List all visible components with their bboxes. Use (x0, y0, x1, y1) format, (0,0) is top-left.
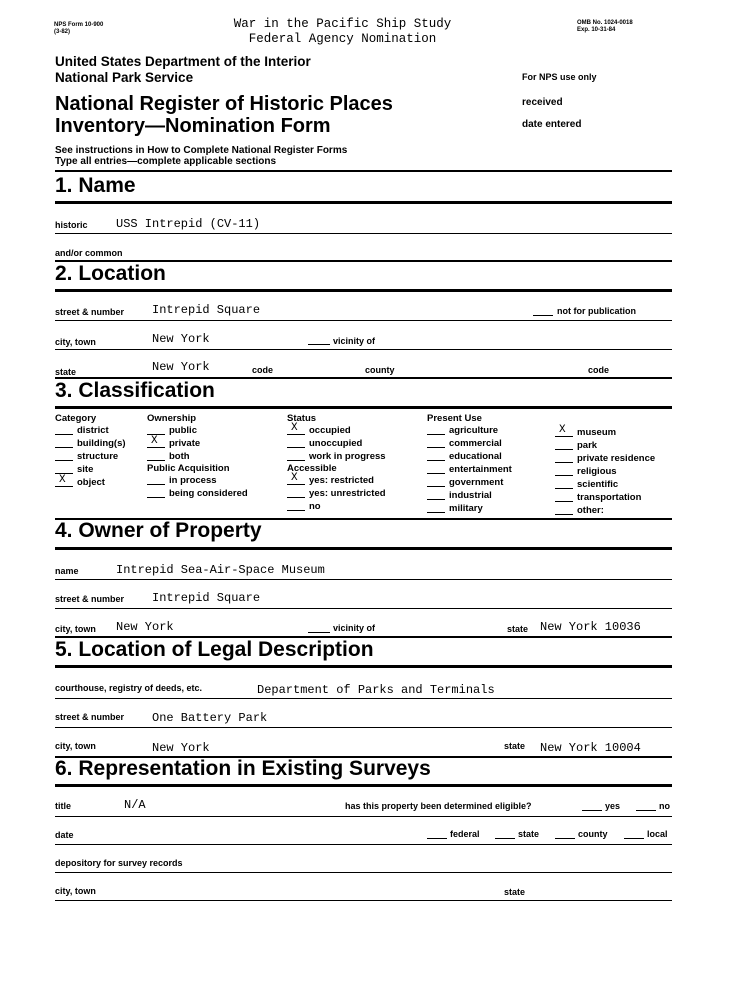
option-label: scientific (577, 479, 619, 490)
section-3-title: 3. Classification (55, 379, 215, 402)
legal-street-label: street & number (55, 712, 125, 722)
option-label: being considered (169, 488, 248, 499)
state-level-label: state (518, 829, 540, 839)
county-level-label: county (578, 829, 608, 839)
owner-name-value: Intrepid Sea-Air-Space Museum (116, 563, 325, 577)
field-line (55, 844, 672, 845)
field-line (55, 608, 672, 609)
depository-state-label: state (504, 887, 526, 897)
option-label: educational (449, 451, 502, 462)
street-label: street & number (55, 307, 125, 317)
classification-option[interactable] (555, 478, 655, 491)
ownership-column (147, 413, 248, 500)
option-label: object (77, 477, 105, 488)
check-blank[interactable] (427, 491, 445, 500)
classification-option[interactable] (147, 450, 248, 463)
option-label: private residence (577, 453, 656, 464)
check-blank[interactable] (427, 478, 445, 487)
rule (55, 784, 672, 787)
field-line (55, 727, 672, 728)
check-blank[interactable] (287, 472, 305, 485)
check-blank[interactable] (555, 424, 573, 437)
classification-option[interactable] (427, 424, 512, 437)
blank (555, 838, 575, 839)
blank (582, 810, 602, 811)
classification-option[interactable] (55, 476, 126, 489)
omb-number: OMB No. 1024-0018 Exp. 10-31-84 (577, 20, 633, 33)
option-label: site (77, 464, 94, 475)
option-label: unoccupied (309, 438, 363, 449)
vicinity-label: vicinity of (333, 336, 376, 346)
owner-state-value: New York 10036 (540, 620, 641, 634)
classification-option[interactable] (555, 452, 655, 465)
check-blank[interactable] (555, 480, 573, 489)
courthouse-label: courthouse, registry of deeds, etc. (55, 683, 203, 693)
section-2-title: 2. Location (55, 262, 166, 285)
section-1-title: 1. Name (55, 174, 136, 197)
option-label: government (449, 477, 504, 488)
blank (533, 315, 553, 316)
check-mark: X (291, 422, 298, 434)
rule (55, 289, 672, 292)
not-for-publication-label: not for publication (557, 306, 636, 316)
depository-city-label: city, town (55, 886, 96, 896)
check-blank[interactable] (287, 422, 305, 435)
date-entered-label: date entered (522, 119, 582, 130)
federal-label: federal (450, 829, 480, 839)
city-value: New York (152, 332, 210, 346)
classification-option[interactable] (287, 474, 386, 487)
owner-street-value: Intrepid Square (152, 591, 261, 605)
classification-option[interactable] (147, 437, 248, 450)
received-label: received (522, 97, 563, 108)
check-blank[interactable] (427, 465, 445, 474)
check-blank[interactable] (427, 439, 445, 448)
check-blank[interactable] (287, 452, 305, 461)
section-5-title: 5. Location of Legal Description (55, 638, 374, 661)
section-4-title: 4. Owner of Property (55, 519, 262, 542)
check-blank[interactable] (147, 452, 165, 461)
historic-label: historic (55, 220, 88, 230)
status-heading: Status (287, 413, 317, 424)
check-blank[interactable] (555, 454, 573, 463)
common-name-label: and/or common (55, 248, 123, 258)
option-label: private (169, 438, 201, 449)
option-label: park (577, 440, 598, 451)
check-blank[interactable] (55, 439, 73, 448)
check-blank[interactable] (555, 467, 573, 476)
classification-option[interactable] (55, 437, 126, 450)
classification-option[interactable] (427, 476, 512, 489)
check-mark: X (151, 435, 158, 447)
classification-option[interactable] (287, 450, 386, 463)
check-blank[interactable] (555, 506, 573, 515)
option-label: yes: restricted (309, 475, 374, 486)
blank (636, 810, 656, 811)
field-line (55, 233, 672, 234)
rule (55, 201, 672, 204)
field-line (55, 900, 672, 901)
section-6-title: 6. Representation in Existing Surveys (55, 757, 431, 780)
blank (308, 344, 330, 345)
option-label: yes: unrestricted (309, 488, 386, 499)
rule (55, 547, 672, 550)
legal-state-label: state (504, 741, 526, 751)
check-blank[interactable] (555, 441, 573, 450)
owner-city-label: city, town (55, 624, 96, 634)
check-blank[interactable] (147, 489, 165, 498)
legal-street-value: One Battery Park (152, 711, 268, 725)
check-blank[interactable] (427, 426, 445, 435)
eligible-no-label: no (659, 801, 670, 811)
local-level-label: local (647, 829, 668, 839)
classification-option[interactable] (287, 487, 386, 500)
present-use-column-2 (555, 426, 655, 517)
blank (427, 838, 447, 839)
option-label: occupied (309, 425, 351, 436)
check-blank[interactable] (287, 439, 305, 448)
county-code-label: code (588, 365, 610, 375)
check-blank[interactable] (55, 452, 73, 461)
county-label: county (365, 365, 395, 375)
street-value: Intrepid Square (152, 303, 261, 317)
depository-label: depository for survey records (55, 858, 183, 868)
classification-option[interactable] (555, 439, 655, 452)
check-blank[interactable] (147, 426, 165, 435)
classification-option[interactable] (147, 487, 248, 500)
blank (624, 838, 644, 839)
owner-city-value: New York (116, 620, 174, 634)
check-mark: X (59, 474, 66, 486)
code-label: code (252, 365, 274, 375)
option-label: structure (77, 451, 119, 462)
classification-option[interactable] (555, 426, 655, 439)
category-heading: Category (55, 413, 97, 424)
legal-city-label: city, town (55, 741, 96, 751)
option-label: district (77, 425, 109, 436)
rule (55, 170, 672, 172)
city-label: city, town (55, 337, 96, 347)
classification-option[interactable] (147, 424, 248, 437)
rule (55, 406, 672, 409)
present-use-heading: Present Use (427, 413, 482, 424)
acquisition-heading: Public Acquisition (147, 463, 230, 474)
check-blank[interactable] (427, 504, 445, 513)
option-label: religious (577, 466, 617, 477)
present-use-column (427, 413, 512, 515)
accessible-heading: Accessible (287, 463, 337, 474)
blank (308, 632, 330, 633)
option-label: public (169, 425, 197, 436)
nps-use-label: For NPS use only (522, 72, 597, 82)
study-title: War in the Pacific Ship Study Federal Agency Nomination (233, 17, 452, 46)
check-blank[interactable] (287, 502, 305, 511)
check-mark: X (559, 424, 566, 436)
eligible-yes-label: yes (605, 801, 621, 811)
owner-name-label: name (55, 566, 79, 576)
owner-vicinity-label: vicinity of (333, 623, 376, 633)
survey-date-label: date (55, 830, 74, 840)
eligible-label: has this property been determined eligible? (345, 801, 532, 811)
classification-option[interactable] (555, 504, 655, 517)
legal-state-value: New York 10004 (540, 741, 641, 755)
department: United States Department of the Interior National Park Service (55, 54, 311, 85)
classification-option[interactable] (55, 424, 126, 437)
blank (495, 838, 515, 839)
owner-state-label: state (507, 624, 529, 634)
option-label: in process (169, 475, 217, 486)
option-label: industrial (449, 490, 492, 501)
state-label: state (55, 367, 77, 377)
check-blank[interactable] (55, 426, 73, 435)
field-line (55, 816, 672, 817)
historic-value: USS Intrepid (CV-11) (116, 217, 261, 231)
survey-title-label: title (55, 801, 72, 811)
state-value: New York (152, 360, 210, 374)
form-number: NPS Form 10-900 (3-82) (54, 22, 104, 35)
option-label: commercial (449, 438, 502, 449)
option-label: building(s) (77, 438, 126, 449)
instructions: See instructions in How to Complete National Register Forms Type all entries—complete applicable sections (55, 145, 348, 167)
check-blank[interactable] (147, 435, 165, 448)
field-line (55, 579, 672, 580)
option-label: military (449, 503, 483, 514)
classification-option[interactable] (287, 500, 386, 513)
option-label: entertainment (449, 464, 512, 475)
form-title: National Register of Historic Places Inventory—Nomination Form (55, 93, 393, 137)
classification-option[interactable] (427, 437, 512, 450)
option-label: both (169, 451, 190, 462)
check-blank[interactable] (55, 474, 73, 487)
classification-option[interactable] (427, 463, 512, 476)
classification-option[interactable] (147, 474, 248, 487)
field-line (55, 349, 672, 350)
legal-city-value: New York (152, 741, 210, 755)
courthouse-value: Department of Parks and Terminals (257, 683, 495, 697)
option-label: other: (577, 505, 604, 516)
check-blank[interactable] (555, 493, 573, 502)
ownership-heading: Ownership (147, 413, 197, 424)
category-column (55, 413, 126, 489)
owner-street-label: street & number (55, 594, 125, 604)
classification-option[interactable] (427, 450, 512, 463)
classification-option[interactable] (287, 437, 386, 450)
check-blank[interactable] (55, 465, 73, 474)
check-blank[interactable] (287, 489, 305, 498)
check-blank[interactable] (427, 452, 445, 461)
classification-option[interactable] (555, 491, 655, 504)
classification-option[interactable] (427, 489, 512, 502)
option-label: no (309, 501, 321, 512)
option-label: transportation (577, 492, 642, 503)
field-line (55, 698, 672, 699)
option-label: work in progress (309, 451, 386, 462)
rule (55, 665, 672, 668)
classification-option[interactable] (55, 450, 126, 463)
field-line (55, 872, 672, 873)
check-blank[interactable] (147, 476, 165, 485)
option-label: agriculture (449, 425, 499, 436)
field-line (55, 320, 672, 321)
status-column (287, 413, 386, 513)
survey-title-value: N/A (124, 798, 146, 812)
option-label: museum (577, 427, 617, 438)
classification-option[interactable] (427, 502, 512, 515)
check-mark: X (291, 472, 298, 484)
classification-option[interactable] (287, 424, 386, 437)
classification-option[interactable] (555, 465, 655, 478)
